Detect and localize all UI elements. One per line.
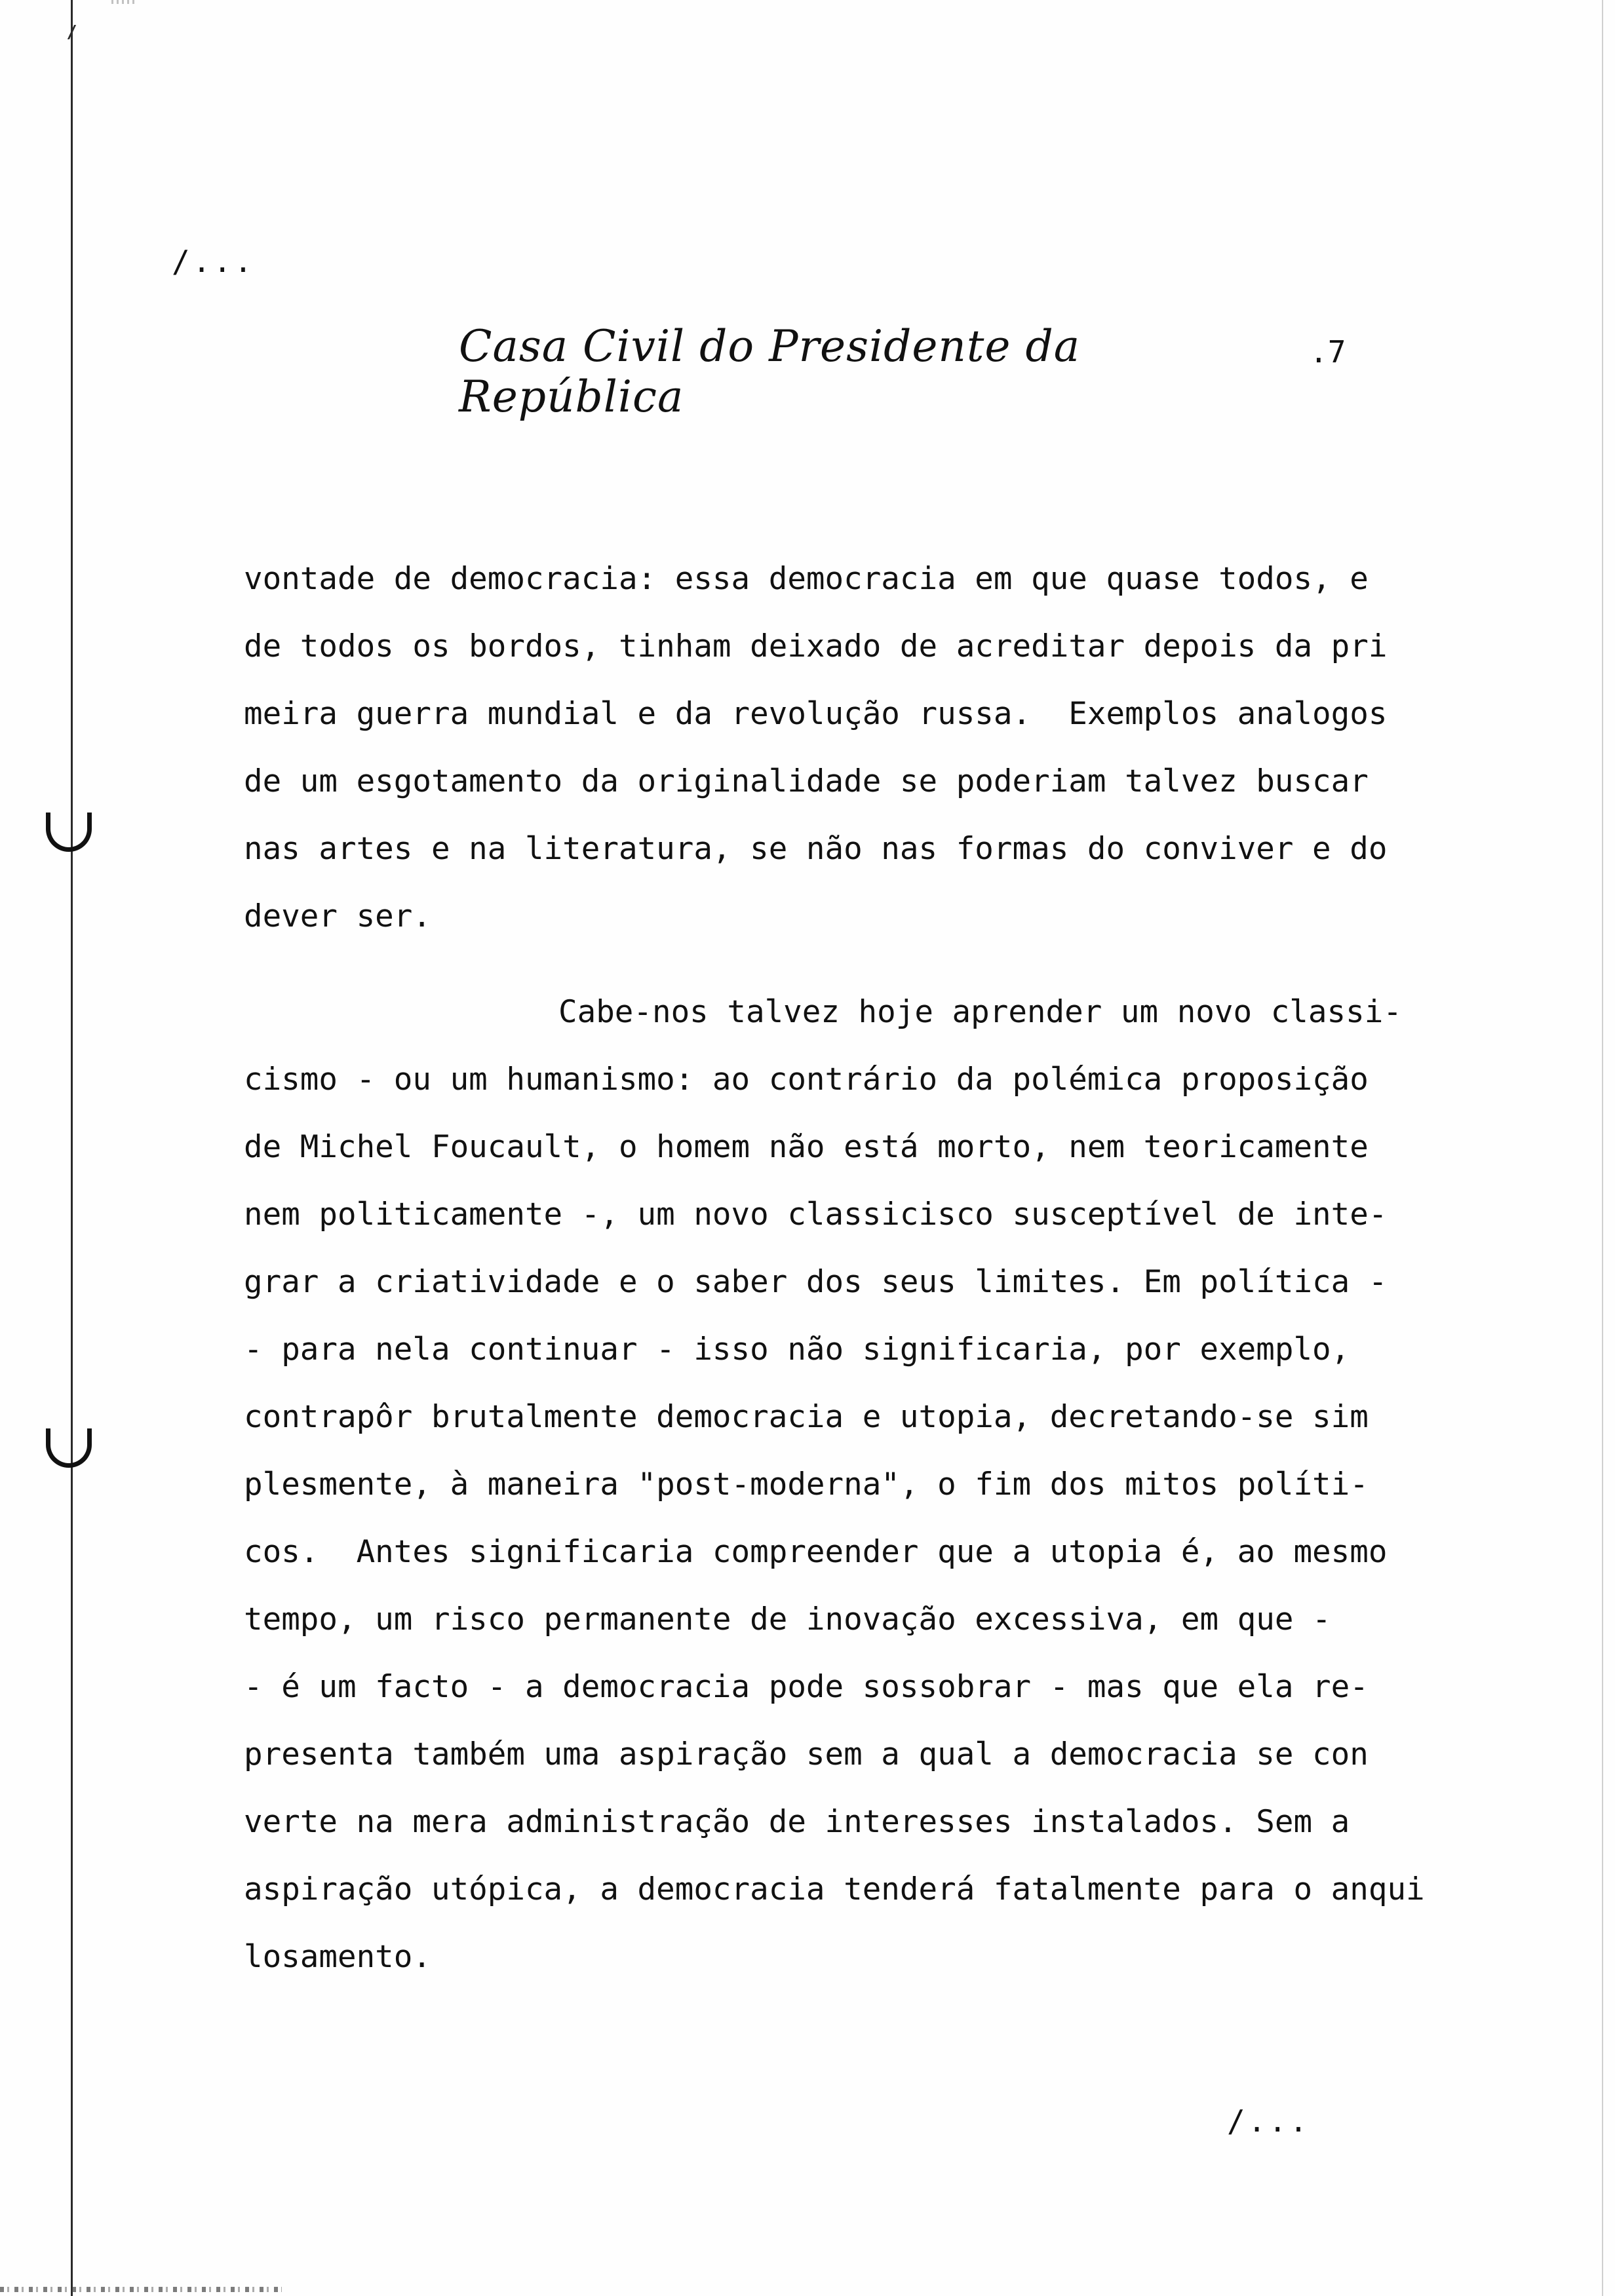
punch-hole-mark-icon [46,1428,92,1468]
text-line: verte na mera administração de interesses instalados. Sem a [244,1804,1350,1840]
text-line: Cabe-nos talvez hoje aprender um novo classi- [558,994,1402,1030]
paragraph-gap [244,950,1476,978]
text-line: cismo - ou um humanismo: ao contrário da polémica proposição [244,1062,1369,1098]
text-line: cos. Antes significaria compreender que a utopia é, ao mesmo [244,1534,1388,1570]
body-text [244,545,1476,1991]
text-line: nas artes e na literatura, se não nas formas do conviver e do [244,831,1388,867]
scan-artifact [111,0,138,4]
continuation-mark-bottom: /... [1227,2103,1310,2139]
text-line: nem politicamente -, um novo classicisco susceptível de inte- [244,1196,1388,1233]
text-line: tempo, um risco permanente de inovação excessiva, em que - [244,1601,1331,1637]
scan-artifact [0,2287,282,2292]
binding-margin-line [71,0,73,2296]
text-line-part: de todos os bordos, tinham deixado de acreditar depois da pri [244,628,1388,664]
text-line: aspiração utópica, a democracia tenderá fatalmente para o anqui [244,1871,1425,1907]
text-line: grar a criatividade e o saber dos seus limites. Em política - [244,1264,1388,1300]
continuation-mark-top: /... [172,244,255,279]
letterhead: Casa Civil do Presidente da República [459,321,1081,422]
text-line: plesmente, à maneira "post-moderna", o fim dos mitos políti- [244,1466,1369,1502]
text-line: - é um facto - a democracia pode sossobrar - mas que ela re- [244,1669,1369,1705]
text-line [244,613,1476,680]
text-line: dever ser. [244,898,431,934]
text-line: de Michel Foucault, o homem não está morto, nem teoricamente [244,1129,1369,1165]
text-line: losamento. [244,1939,431,1975]
text-line: contrapôr brutalmente democracia e utopia, decretando-se sim [244,1399,1369,1435]
page-number: .7 [1310,334,1346,370]
text-line: - para nela continuar - isso não significaria, por exemplo, [244,1331,1350,1368]
page-edge-line [1602,0,1603,2296]
text-line: meira guerra mundial e da revolução russa. Exemplos analogos [244,696,1388,732]
text-line: vontade de democracia: essa democracia em que quase todos, e [244,561,1369,597]
text-line: de um esgotamento da originalidade se poderiam talvez buscar [244,763,1369,799]
text-line: presenta também uma aspiração sem a qual a democracia se con [244,1736,1369,1772]
corner-mark [68,25,84,39]
punch-hole-mark-icon [46,813,92,852]
